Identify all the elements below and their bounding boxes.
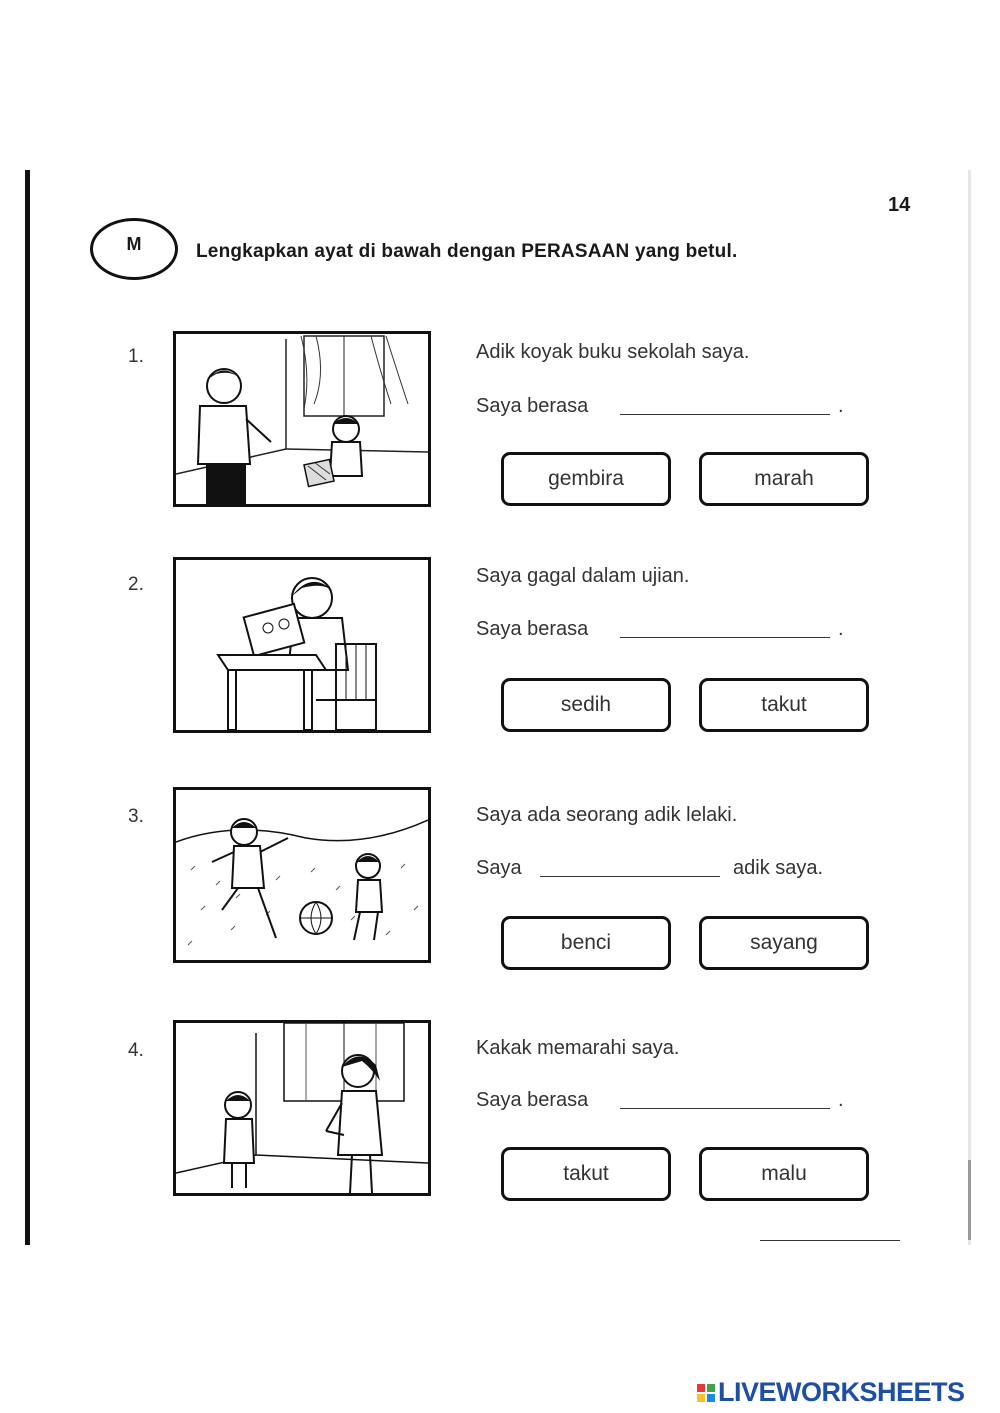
sister-scolding-boy-icon	[173, 1020, 431, 1196]
question-1-answer-prefix: Saya berasa	[476, 395, 589, 417]
question-2-answer-suffix: .	[838, 618, 844, 640]
question-3-option-1-button[interactable]: benci	[501, 916, 671, 970]
question-2-answer-blank[interactable]	[620, 637, 830, 638]
question-4-answer-prefix: Saya berasa	[476, 1089, 589, 1111]
question-4-number: 4.	[128, 1040, 144, 1061]
section-letter: M	[126, 233, 142, 254]
question-3-number: 3.	[128, 806, 144, 827]
mark-square	[707, 1384, 715, 1392]
footer-rule	[760, 1240, 900, 1241]
liveworksheets-logo	[697, 1377, 965, 1408]
page-right-border-shadow	[968, 1160, 971, 1240]
page-left-border	[25, 170, 30, 1245]
question-2-option-1-button[interactable]: sedih	[501, 678, 671, 732]
question-2-option-2-button[interactable]: takut	[699, 678, 869, 732]
boy-torn-book-icon	[173, 331, 431, 507]
question-3-answer-prefix: Saya	[476, 857, 522, 879]
instruction-text: Lengkapkan ayat di bawah dengan PERASAAN yang betul.	[196, 241, 738, 262]
question-3-sentence: Saya ada seorang adik lelaki.	[476, 804, 738, 826]
mark-square	[697, 1384, 705, 1392]
question-4-answer-blank[interactable]	[620, 1108, 830, 1109]
question-2-answer-prefix: Saya berasa	[476, 618, 589, 640]
question-2-sentence: Saya gagal dalam ujian.	[476, 565, 690, 587]
page-right-border	[968, 170, 971, 1245]
question-4-option-1-button[interactable]: takut	[501, 1147, 671, 1201]
question-4-option-2-button[interactable]: malu	[699, 1147, 869, 1201]
question-3-option-2-button[interactable]: sayang	[699, 916, 869, 970]
question-1-number: 1.	[128, 346, 144, 367]
boys-playing-ball-icon	[173, 787, 431, 963]
question-2-number: 2.	[128, 574, 144, 595]
section-badge	[90, 218, 178, 280]
question-4-sentence: Kakak memarahi saya.	[476, 1037, 680, 1059]
question-1-sentence: Adik koyak buku sekolah saya.	[476, 341, 750, 363]
question-1-option-2-button[interactable]: marah	[699, 452, 869, 506]
boy-failed-test-icon	[173, 557, 431, 733]
question-3-answer-suffix: adik saya.	[733, 857, 824, 879]
question-4-answer-suffix: .	[838, 1089, 844, 1111]
question-1-option-1-button[interactable]: gembira	[501, 452, 671, 506]
page-number: 14	[888, 194, 911, 216]
brand-name: LIVEWORKSHEETS	[718, 1377, 965, 1407]
question-3-answer-blank[interactable]	[540, 876, 720, 877]
mark-square	[707, 1394, 715, 1402]
question-1-answer-suffix: .	[838, 395, 844, 417]
mark-square	[697, 1394, 705, 1402]
question-1-answer-blank[interactable]	[620, 414, 830, 415]
liveworksheets-mark-icon	[697, 1384, 715, 1402]
